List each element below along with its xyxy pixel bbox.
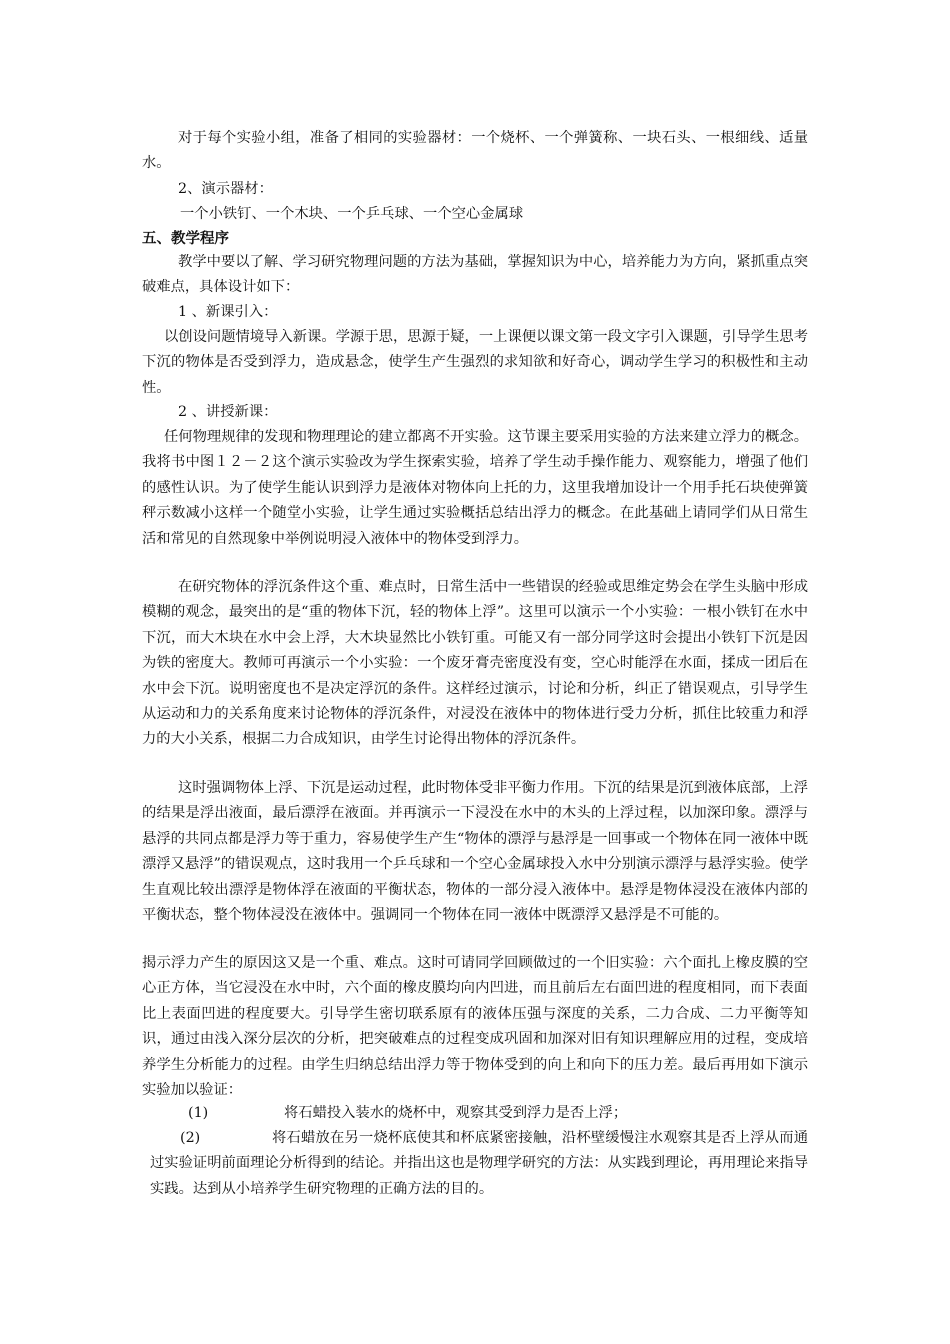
- list-item-text: 将石蜡放在另一烧杯底使其和杯底紧密接触，沿杯壁缓慢注水观察其是否上浮从而通过实验证明前面理论分析得到的结论。并指出这也是物理学研究的方法：从实践到理论，再用理论来指导实践。达到从小培养学生研究物理的正确方法的目的。: [150, 1130, 808, 1197]
- paragraph-demo-equipment-label: 2、演示器材：: [178, 181, 273, 197]
- list-item-text: 将石蜡投入装水的烧杯中，观察其受到浮力是否上浮；: [284, 1105, 628, 1121]
- paragraph-reveal-buoyancy-cause: 揭示浮力产生的原因这又是一个重、难点。这时可请同学回顾做过的一个旧实验：六个面扎上橡皮膜的空心正方体，当它浸没在水中时，六个面的橡皮膜均向内凹进，而且前后左右面凹进的程度相同，而下表面比上表面凹进的程度要大。引导学生密切联系原有的液体压强与深度的关系，二力合成、二力平衡等知识，通过由浅入深分层次的分析，把突破难点的过程变成巩固和加深对旧有知识理解应用的过程，变成培养学生分析能力的过程。由学生归纳总结出浮力等于物体受到的向上和向下的压力差。最后再用如下演示实验加以验证：: [142, 955, 808, 1099]
- paragraph-intro: 教学中要以了解、学习研究物理问题的方法为基础，掌握知识为中心，培养能力为方向，紧抓重点突破难点，具体设计如下：: [142, 254, 808, 296]
- paragraph-motion-process: 这时强调物体上浮、下沉是运动过程，此时物体受非平衡力作用。下沉的结果是沉到液体底部，上浮的结果是浮出液面，最后漂浮在液面。并再演示一下浸没在水中的木头的上浮过程，以加深印象。漂浮与悬浮的共同点都是浮力等于重力，容易使学生产生“物体的漂浮与悬浮是一回事或一个物体在同一液体中既漂浮又悬浮”的错误观点，这时我用一个乒乓球和一个空心金属球投入水中分别演示漂浮与悬浮实验。使学生直观比较出漂浮是物体浮在液面的平衡状态，物体的一部分浸入液体中。悬浮是物体浸没在液体内部的平衡状态，整个物体浸没在液体中。强调同一个物体在同一液体中既漂浮又悬浮是不可能的。: [142, 780, 808, 924]
- list-item-number: (2): [180, 1130, 201, 1146]
- paragraph-step1-label: 1 、新课引入：: [178, 304, 278, 320]
- paragraph-equipment-group: 对于每个实验小组，准备了相同的实验器材：一个烧杯、一个弹簧称、一块石头、一根细线、适量水。: [142, 130, 808, 172]
- paragraph-step2-label: 2 、讲授新课：: [178, 404, 278, 420]
- list-item-number: (1): [188, 1105, 209, 1121]
- paragraph-demo-equipment-items: 一个小铁钉、一个木块、一个乒乓球、一个空心金属球: [180, 206, 524, 222]
- section-title: 五、教学程序: [142, 230, 229, 247]
- paragraph-sink-float-conditions: 在研究物体的浮沉条件这个重、难点时，日常生活中一些错误的经验或思维定势会在学生头脑中形成模糊的观念，最突出的是“重的物体下沉，轻的物体上浮”。这里可以演示一个小实验：一根小铁钉在水中下沉，而大木块在水中会上浮，大木块显然比小铁钉重。可能又有一部分同学这时会提出小铁钉下沉是因为铁的密度大。教师可再演示一个小实验：一个废牙膏壳密度没有变，空心时能浮在水面，揉成一团后在水中会下沉。说明密度也不是决定浮沉的条件。这样经过演示，讨论和分析，纠正了错误观点，引导学生从运动和力的关系角度来讨论物体的浮沉条件，对浸没在液体中的物体进行受力分析，抓住比较重力和浮力的大小关系，根据二力合成知识，由学生讨论得出物体的浮沉条件。: [142, 579, 808, 748]
- paragraph-step1-body: 以创设问题情境导入新课。学源于思，思源于疑，一上课便以课文第一段文字引入课题，引导学生思考下沉的物体是否受到浮力，造成悬念，使学生产生强烈的求知欲和好奇心，调动学生学习的积极性和主动性。: [142, 329, 808, 396]
- paragraph-step2-body: 任何物理规律的发现和物理理论的建立都离不开实验。这节课主要采用实验的方法来建立浮力的概念。我将书中图１２－２这个演示实验改为学生探索实验，培养了学生动手操作能力、观察能力，增强了他们的感性认识。为了使学生能认识到浮力是液体对物体向上托的力，这里我增加设计一个用手托石块使弹簧秤示数减小这样一个随堂小实验，让学生通过实验概括总结出浮力的概念。在此基础上请同学们从日常生活和常见的自然现象中举例说明浸入液体中的物体受到浮力。: [142, 429, 808, 547]
